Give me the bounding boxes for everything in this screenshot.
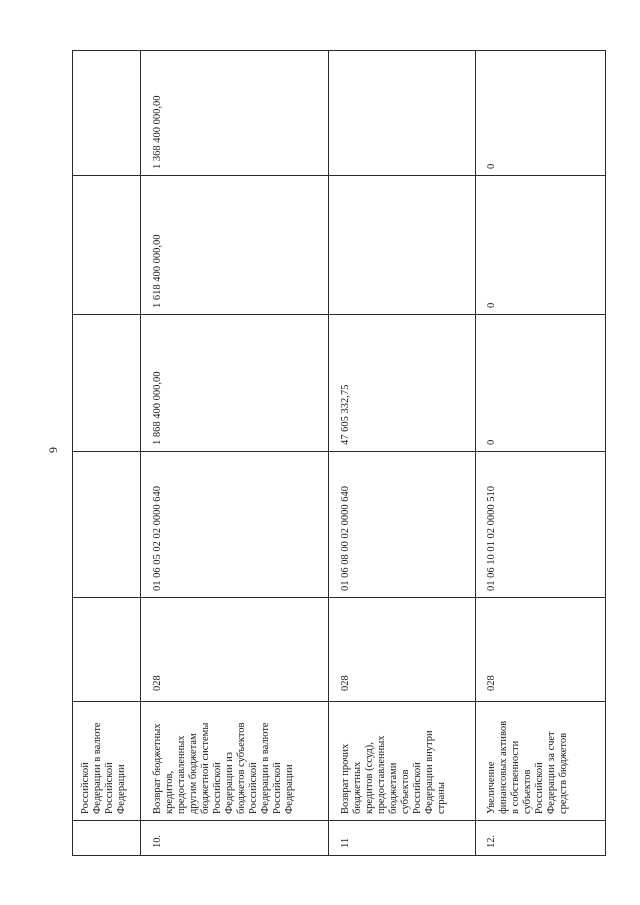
- budget-classification-code: 01 06 10 01 02 0000 510: [486, 486, 497, 591]
- table-border-left: [72, 50, 73, 856]
- budget-table: [72, 50, 606, 856]
- amount-value: 1 618 400 000,00: [152, 234, 163, 308]
- amount-value: 0: [486, 439, 497, 445]
- indicator-name-line: Российской: [80, 762, 91, 814]
- amount-value: 1 368 400 000,00: [152, 95, 163, 169]
- indicator-name-line: бюджетной системы: [200, 722, 211, 814]
- column-divider: [72, 451, 606, 452]
- indicator-name-line: кредитов,: [164, 770, 175, 814]
- admin-code: 028: [340, 675, 351, 691]
- indicator-name-line: Федерации внутри: [424, 730, 435, 814]
- indicator-name-line: Российской: [248, 762, 259, 814]
- row-number: 10.: [152, 834, 163, 848]
- indicator-name-line: Возврат бюджетных: [152, 723, 163, 814]
- column-divider: [72, 175, 606, 176]
- budget-classification-code: 01 06 05 02 02 0000 640: [152, 486, 163, 591]
- indicator-name-line: бюджетами: [388, 762, 399, 814]
- indicator-name-line: Федерации: [284, 764, 295, 814]
- column-divider: [72, 701, 606, 702]
- indicator-name-line: Увеличение: [486, 761, 497, 814]
- column-divider: [72, 314, 606, 315]
- amount-value: 1 868 400 000,00: [152, 371, 163, 445]
- indicator-name-line: субъектов: [400, 769, 411, 814]
- indicator-name-line: Российской: [534, 762, 545, 814]
- row-divider: [475, 50, 476, 856]
- indicator-name-line: Российской: [212, 762, 223, 814]
- row-divider: [140, 50, 141, 856]
- indicator-name-line: Федерации в валюте: [92, 722, 103, 814]
- indicator-name-line: Федерации из: [224, 752, 235, 814]
- budget-classification-code: 01 06 08 00 02 0000 640: [340, 486, 351, 591]
- indicator-name-line: бюджетов субъектов: [236, 722, 247, 814]
- indicator-name-line: субъектов: [522, 769, 533, 814]
- amount-value: 0: [486, 163, 497, 169]
- page-number: 9: [46, 447, 60, 453]
- table-border-top: [72, 50, 606, 51]
- indicator-name-line: Российской: [104, 762, 115, 814]
- column-divider: [72, 597, 606, 598]
- indicator-name-line: бюджетных: [352, 761, 363, 814]
- indicator-name-line: финансовых активов: [498, 720, 509, 814]
- column-divider: [72, 820, 606, 821]
- admin-code: 028: [486, 675, 497, 691]
- admin-code: 028: [152, 675, 163, 691]
- amount-value: 0: [486, 302, 497, 308]
- indicator-name-line: предоставленных: [176, 735, 187, 814]
- row-number: 12.: [486, 834, 497, 848]
- indicator-name-line: другим бюджетам: [188, 733, 199, 814]
- indicator-name-line: Федерации в валюте: [260, 722, 271, 814]
- indicator-name-line: страны: [436, 782, 447, 814]
- indicator-name-line: в собственности: [510, 740, 521, 814]
- amount-value: 47 605 332,75: [340, 384, 351, 445]
- indicator-name-line: средств бюджетов: [558, 732, 569, 814]
- table-border-right: [605, 50, 606, 856]
- indicator-name-line: кредитов (ссуд),: [364, 742, 375, 814]
- indicator-name-line: Российской: [272, 762, 283, 814]
- indicator-name-line: предоставленных: [376, 735, 387, 814]
- row-divider: [328, 50, 329, 856]
- table-border-bottom: [72, 855, 606, 856]
- indicator-name-line: Федерации: [116, 764, 127, 814]
- indicator-name-line: Российской: [412, 762, 423, 814]
- row-number: 11: [340, 837, 351, 848]
- indicator-name-line: Возврат прочих: [340, 743, 351, 814]
- indicator-name-line: Федерации за счет: [546, 731, 557, 814]
